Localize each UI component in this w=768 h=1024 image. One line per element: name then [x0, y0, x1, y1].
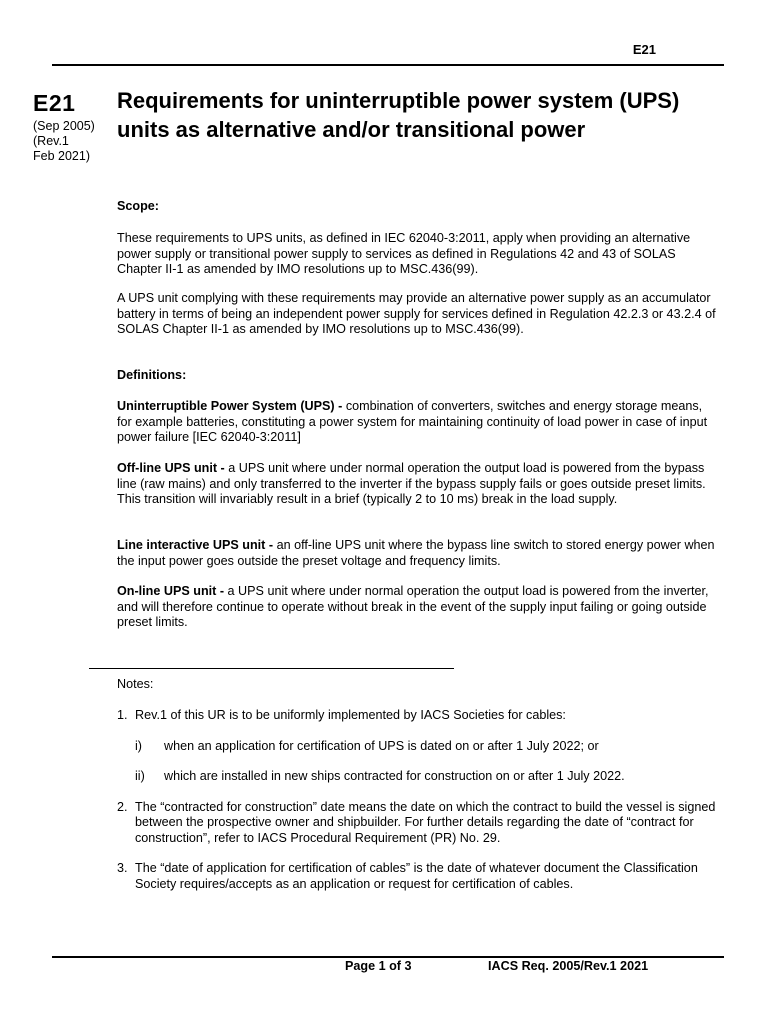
definition-online-ups — [117, 584, 717, 631]
date-line-3: Feb 2021) — [33, 149, 90, 163]
note-number: 2. — [117, 799, 128, 814]
revision-dates — [33, 119, 95, 164]
date-line-1: (Sep 2005) — [33, 119, 95, 133]
notes-heading: Notes: — [117, 677, 154, 691]
note-item-2 — [117, 800, 717, 847]
scope-heading: Scope: — [117, 199, 159, 213]
subitem-number: ii) — [135, 769, 145, 783]
definition-line-interactive-ups — [117, 538, 717, 569]
definition-term: Line interactive UPS unit - — [117, 538, 274, 552]
note-number: 1. — [117, 708, 128, 722]
note-text: The “contracted for construction” date means the date on which the contract to build the vessel is signed between the prospective owner and shipbuilder. For further details regarding the date of “contract for construction”, refer to IACS Procedural Requirement (PR) No. 29. — [135, 799, 716, 845]
note-subitem-i — [117, 739, 717, 755]
definition-text: an off-line UPS unit where the bypass line switch to stored energy power when the input power goes outside the preset voltage and frequency limits. — [117, 538, 715, 568]
scope-paragraph-2: A UPS unit complying with these requirements may provide an alternative power supply as an accumulator battery in terms of being an independent power supply for services defined in Regulation 42.2.3 or 43.2.4 of SOLAS Chapter II-1 as amended by IMO resolutions up to MSC.436(99). — [117, 291, 716, 336]
note-item-3 — [117, 861, 717, 892]
notes-list — [117, 708, 717, 892]
definition-term: Off-line UPS unit - — [117, 461, 225, 475]
note-subitem-ii — [117, 769, 717, 785]
header-rule — [52, 64, 724, 66]
notes-separator — [89, 668, 454, 669]
note-item-1 — [117, 708, 717, 724]
definition-offline-ups — [117, 461, 717, 508]
footer-rule — [52, 956, 724, 958]
subitem-text: when an application for certification of UPS is dated on or after 1 July 2022; or — [164, 738, 599, 753]
definition-term: On-line UPS unit - — [117, 584, 225, 598]
definition-text: combination of converters, switches and energy storage means, for example batteries, constituting a power system for maintaining continuity of load power in case of input power failure [IEC 62040-3:2011] — [117, 399, 708, 444]
note-number: 3. — [117, 861, 128, 875]
definitions-heading: Definitions: — [117, 368, 187, 382]
note-text: Rev.1 of this UR is to be uniformly implemented by IACS Societies for cables: — [135, 708, 566, 722]
side-document-code: E21 — [33, 90, 76, 116]
subitem-number: i) — [135, 738, 142, 753]
definition-text: a UPS unit where under normal operation the output load is powered from the inverter, and will therefore continue to operate without break in the event of the supply input failing or going outside preset limits. — [117, 584, 709, 629]
date-line-2: (Rev.1 — [33, 134, 69, 148]
scope-paragraph-1: These requirements to UPS units, as defined in IEC 62040-3:2011, apply when providing an alternative power supply or transitional power supply to services as defined in Regulations 42 and 43 of SOLAS Chapter II-1 as amended by IMO resolutions up to MSC.436(99). — [117, 231, 691, 276]
definition-ups — [117, 399, 717, 446]
document-reference: IACS Req. 2005/Rev.1 2021 — [488, 959, 649, 973]
page-number: Page 1 of 3 — [345, 959, 412, 973]
header-document-code: E21 — [632, 42, 656, 57]
definition-text: a UPS unit where under normal operation the output load is powered from the bypass line (raw mains) and only transferred to the inverter if the bypass supply fails or goes outside preset limits. This transition will invariably result in a brief (typically 2 to 10 ms) break in the load supply. — [117, 461, 706, 506]
note-text: The “date of application for certification of cables” is the date of whatever document the Classification Society requires/accepts as an application or request for certification of cables. — [135, 861, 698, 891]
subitem-text: which are installed in new ships contracted for construction on or after 1 July 2022. — [164, 769, 625, 783]
definition-term: Uninterruptible Power System (UPS) - — [117, 399, 343, 413]
document-title: Requirements for uninterruptible power system (UPS) units as alternative and/or transitional power — [117, 88, 680, 142]
